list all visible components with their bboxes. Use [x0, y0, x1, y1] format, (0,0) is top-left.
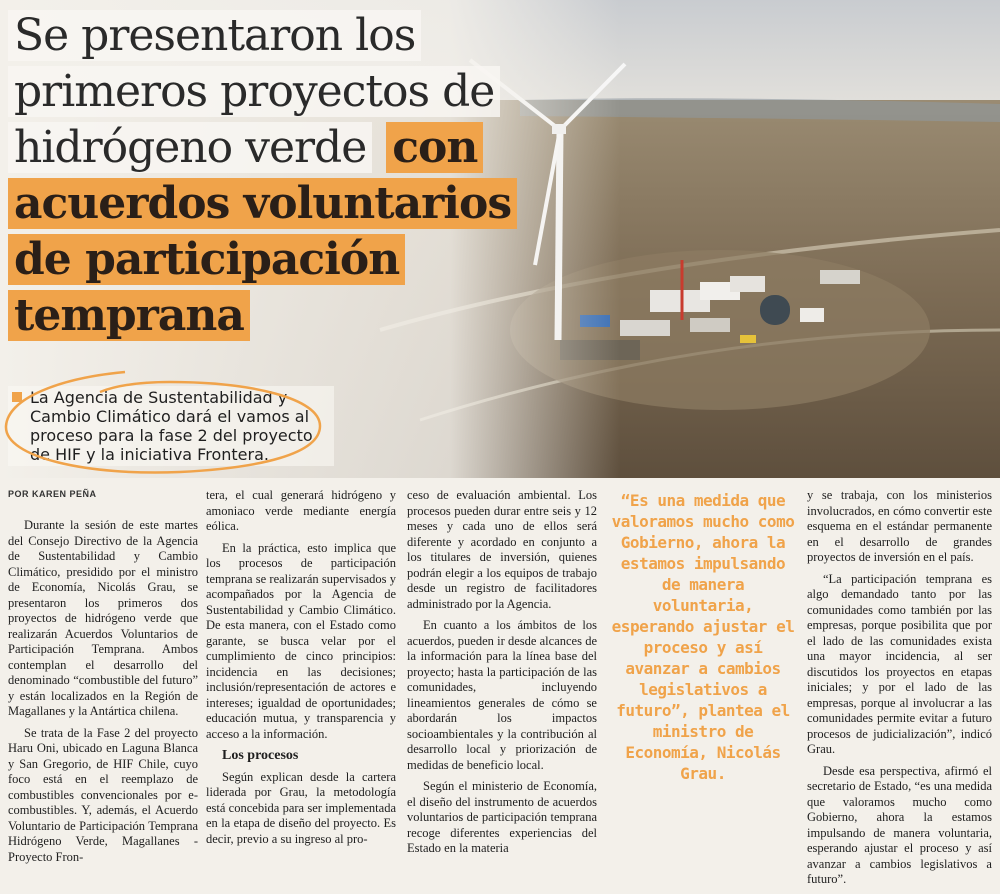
pull-quote: “Es una medida que valoramos mucho como Gobierno, ahora la estamos impulsando de manera voluntaria, esperando ajustar el proceso y así avanzar a cambios legislativos a futuro”, plantea el ministro de Economía, Nicolás Grau.	[611, 491, 795, 783]
paragraph: Según explican desde la cartera liderada por Grau, la metodología está concebida para ser implementada en la etapa de diseño del proyecto. Es decir, previo a su ingreso al pro-	[206, 769, 396, 846]
paragraph: y se trabaja, con los ministerios involucrados, en cómo convertir este esquema en el estándar permanente en el desarrollo de grandes proyectos de inversión en el país.	[807, 488, 992, 564]
paragraph: “La participación temprana es algo demandado tanto por las comunidades como también por las empresas, porque posibilita que por el lado de las comunidades exista una mayor incidencia, al ser discutidos los proyectos en etapas iniciales; y por el lado de las empresas, porque al involucrar a las comunidades permite evitar a futuro procesos de judicialización”, indicó Grau.	[807, 571, 992, 756]
subheading: Los procesos	[222, 748, 299, 763]
square-bullet-icon	[12, 392, 22, 402]
paragraph: ceso de evaluación ambiental. Los procesos pueden durar entre seis y 12 meses y cada uno de ellos será diferente y acordado en conjunto a los titulares de inversión, quienes podrán elegir a los equipos de trabajo desde un registro de facilitadores administrado por la Agencia.	[407, 488, 597, 611]
paragraph: tera, el cual generará hidrógeno y amoniaco verde mediante energía eólica.	[206, 488, 396, 533]
headline-bold-1: con	[386, 122, 483, 173]
paragraph: Según el ministerio de Economía, el diseño del instrumento de acuerdos voluntarios de participación temprana recoge diferentes experiencias del Estado en la materia	[407, 779, 597, 855]
headline-light-2: primeros proyectos de	[8, 66, 500, 117]
column-5	[807, 488, 992, 894]
column-1	[8, 518, 198, 871]
headline-bold-4: temprana	[8, 290, 250, 341]
paragraph: En cuanto a los ámbitos de los acuerdos, pueden ir desde alcances de la información para la línea base del proyecto; hasta la participación de las comunidades, incluyendo lineamientos generales de cómo se abordarán los impactos socioambientales y la contribución al desarrollo local y priorización de medidas de beneficio local.	[407, 618, 597, 772]
headline-light-1: Se presentaron los	[8, 10, 421, 61]
headline	[8, 8, 568, 344]
column-3	[407, 488, 597, 863]
column-2	[206, 488, 396, 853]
headline-bold-2: acuerdos voluntarios	[8, 178, 517, 229]
headline-light-3: hidrógeno verde	[8, 122, 372, 173]
lead-paragraph	[8, 386, 334, 466]
byline: POR KAREN PEÑA	[8, 489, 97, 499]
paragraph: Se trata de la Fase 2 del proyecto Haru Oni, ubicado en Laguna Blanca y San Gregorio, de HIF Chile, cuyo foco está en el reemplazo de combustibles convencionales por e-combustibles. Y, además, el Acuerdo Voluntario de Participación Temprana Hidrógeno Verde, Magallanes - Proyecto Fron-	[8, 725, 198, 864]
paragraph: Durante la sesión de este martes del Consejo Directivo de la Agencia de Sustentabilidad y Cambio Climático, presidido por el ministro de Economía, Nicolás Grau, se presentaron los primeros dos proyectos de hidrógeno verde que realizarán Acuerdos Voluntarios de Participación Temprana. Ambos contemplan el desarrollo del denominado “combustible del futuro” y están localizados en la Región de Magallanes y la Antártica chilena.	[8, 518, 198, 718]
headline-bold-3: de participación	[8, 234, 405, 285]
lead-text: La Agencia de Sustentabilidad y Cambio Climático dará el vamos al proceso para la fase 2 del proyecto de HIF y la iniciativa Frontera.	[30, 388, 313, 464]
paragraph: En la práctica, esto implica que los procesos de participación temprana se realizarán supervisados y acompañados por la Agencia de Sustentabilidad y Cambio Climático. De esta manera, con el Estado como garante, se busca velar por el cumplimiento de cinco principios: incidencia en las decisiones; inclusión/representación de actores e intereses; igualdad de oportunidades; educación mutua, y transparencia y acceso a la información.	[206, 540, 396, 741]
paragraph: Desde esa perspectiva, afirmó el secretario de Estado, “es una medida que valoramos mucho como Gobierno, ahora la estamos impulsando de manera voluntaria, esperando ajustar el proceso y así avanzar a cambios legislativos a futuro”.	[807, 763, 992, 886]
